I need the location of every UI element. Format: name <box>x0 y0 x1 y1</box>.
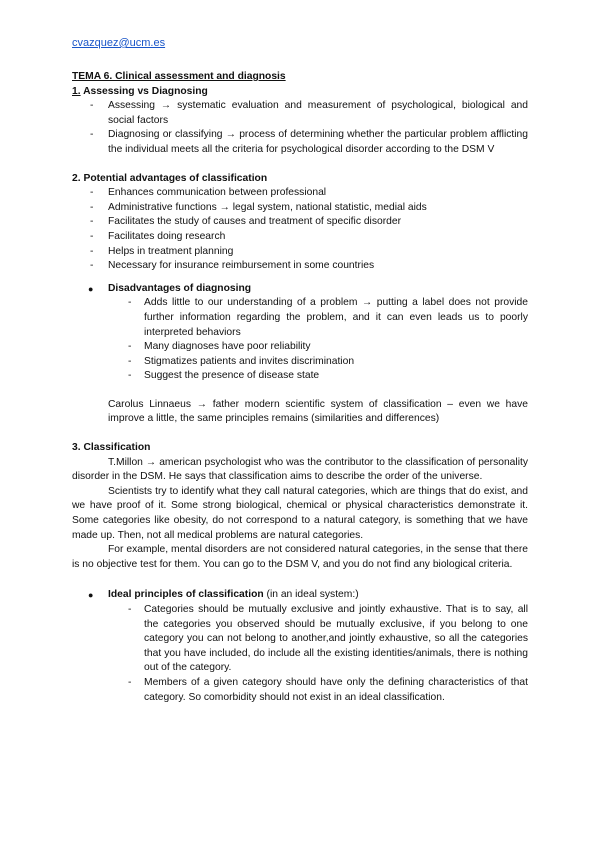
section-2-list <box>72 186 528 274</box>
list-item: - Members of a given category should have only the defining characteristics of that category. So comorbidity should not exist in an ideal classification. <box>72 676 528 705</box>
ideal-principles-heading: Ideal principles of classification <box>108 589 264 601</box>
disadvantages-block <box>72 282 528 297</box>
paragraph: For example, mental disorders are not considered natural categories, in the sense that there is no objective test for them. You can go to the DSM V, and you do not find any biological criteria. <box>72 544 528 570</box>
list-item: - Facilitates the study of causes and treatment of specific disorder <box>72 215 528 230</box>
list-item: - Helps in treatment planning <box>72 245 528 260</box>
disadvantages-list <box>72 296 528 384</box>
list-item: - Suggest the presence of disease state <box>72 369 528 384</box>
list-item: - Enhances communication between professional <box>72 186 528 201</box>
paragraph: Scientists try to identify what they call natural categories, which are things that do exist, and we have proof of it. Some strong biological, chemical or physical characteristics demonstrate it. Some categories like obesity, do not correspond to a natural category, is something that we have made up. Then, not all medical problems are natural categories. <box>72 485 528 541</box>
list-item: - Stigmatizes patients and invites discrimination <box>72 355 528 370</box>
list-item: - Categories should be mutually exclusive and jointly exhaustive. That is to say, all the categories you observed should be mutually exclusive, if you belong to one category you can not belong to another,and jointly exhaustive, so all the categories that you have included, do include all the existing identities/animals, there is nothing out of the category. <box>72 603 528 676</box>
list-item: - Facilitates doing research <box>72 230 528 245</box>
section-2-heading: 2. Potential advantages of classification <box>72 172 268 184</box>
section-3-heading: 3. Classification <box>72 442 151 454</box>
list-item: - Adds little to our understanding of a problem → putting a label does not provide further information regarding the problem, and it can even leads us to poorly interpreted behaviors <box>72 296 528 340</box>
list-item: - Necessary for insurance reimbursement in some countries <box>72 259 528 274</box>
paragraph: T.Millon → american psychologist who was the contributor to the classification of personality disorder in the DSM. He says that classification aims to describe the order of the universe. <box>72 456 528 483</box>
linnaeus-note: Carolus Linnaeus → father modern scientific system of classification – even we have improve a little, the same principles remains (similarities and differences) <box>108 398 528 425</box>
email-link[interactable]: cvazquez@ucm.es <box>72 37 166 49</box>
section-1-list <box>72 99 528 157</box>
document-body <box>72 70 528 705</box>
list-item: - Assessing → systematic evaluation and measurement of psychological, biological and social factors <box>72 99 528 128</box>
list-item: - Administrative functions → legal system, national statistic, medial aids <box>72 201 528 216</box>
section-1-title: Assessing vs Diagnosing <box>80 85 208 97</box>
list-item: - Many diagnoses have poor reliability <box>72 340 528 355</box>
bullet-icon: ● <box>88 283 94 294</box>
ideal-principles-suffix: (in an ideal system:) <box>263 589 359 601</box>
ideal-principles-list <box>72 603 528 705</box>
bullet-icon: ● <box>88 590 94 601</box>
section-1-number: 1. <box>72 85 81 97</box>
list-item: - Diagnosing or classifying → process of determining whether the particular problem afflicting the individual meets all the criteria for psychological disorder according to the DSM V <box>72 128 528 157</box>
disadvantages-heading: Disadvantages of diagnosing <box>108 282 252 294</box>
ideal-principles-block <box>72 588 528 603</box>
section-1-heading <box>72 85 528 100</box>
document-title: TEMA 6. Clinical assessment and diagnosis <box>72 71 286 82</box>
